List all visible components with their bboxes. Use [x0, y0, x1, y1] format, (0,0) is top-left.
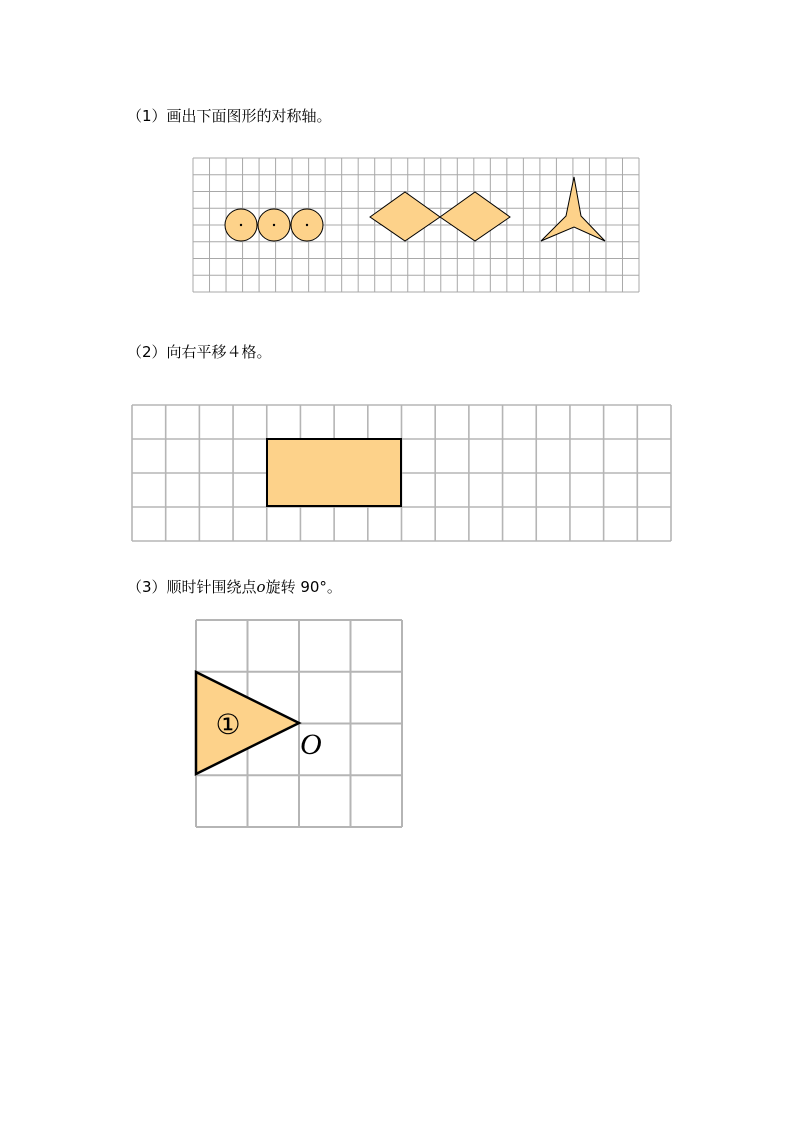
figure-2-grid: [132, 405, 671, 541]
point-o-label: O: [300, 728, 322, 761]
circle-left-center-dot: [240, 224, 242, 226]
three-circles: [225, 209, 323, 241]
triangle-label: ①: [215, 708, 241, 741]
question-3-prefix: （3）顺时针围绕点: [127, 578, 257, 596]
circle-right-center-dot: [306, 224, 308, 226]
figure-1-grid: [193, 158, 639, 292]
question-3-suffix: 旋转 90°。: [265, 578, 342, 596]
figure-3-grid: [196, 620, 402, 827]
question-3-point: o: [256, 578, 266, 596]
question-3-text: [127, 577, 342, 597]
question-1-text: （1）画出下面图形的对称轴。: [127, 107, 332, 125]
rectangle-shape: [267, 439, 401, 506]
circle-middle-center-dot: [273, 224, 275, 226]
question-2-text: （2）向右平移４格。: [127, 343, 272, 361]
rhombus-right: [440, 192, 510, 241]
rhombus-left: [370, 192, 440, 241]
